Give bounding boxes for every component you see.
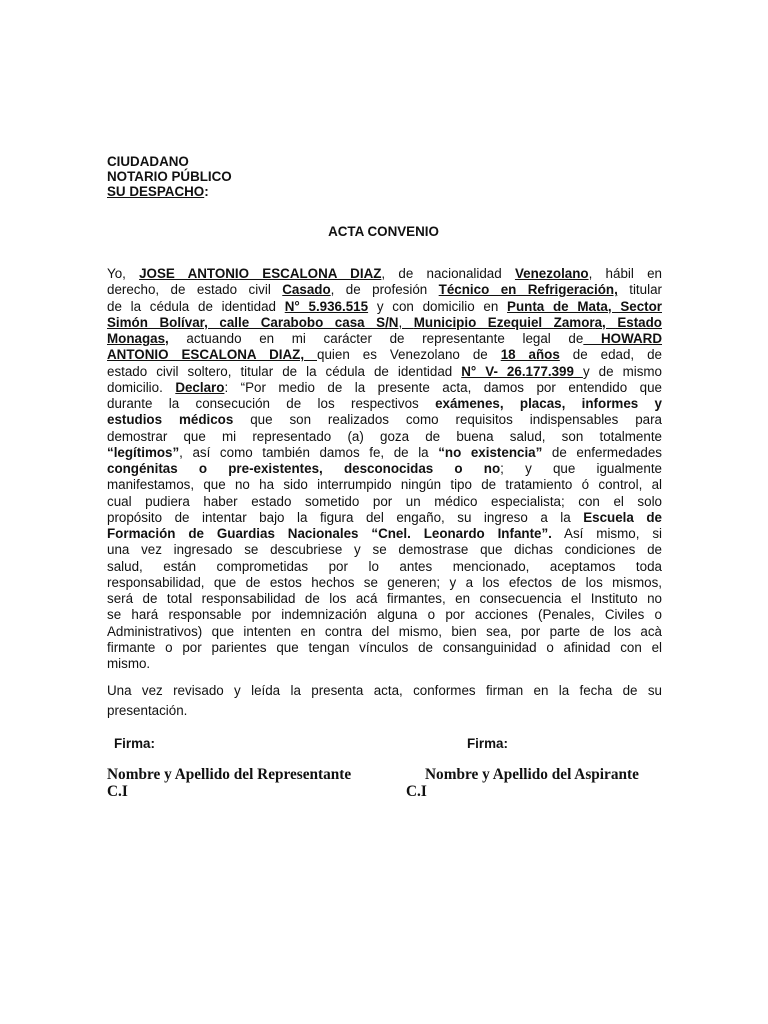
body-line: [107, 347, 662, 363]
declarant-name: JOSE ANTONIO ESCALONA DIAZ: [139, 266, 382, 281]
address: Punta de Mata, Sector: [507, 298, 662, 314]
body-line: [107, 542, 662, 558]
text-segment: , de nacionalidad: [381, 266, 515, 281]
address: Municipio Ezequiel Zamora, Estado: [413, 314, 662, 330]
text-segment: una vez ingresado se descubriese y se demostrase que dichas condiciones de: [107, 542, 662, 558]
text-segment: manifestamos, que no ha sido interrumpido ningún tipo de tratamiento ó control, al: [107, 477, 662, 493]
header-line-notario: NOTARIO PÚBLICO: [107, 169, 232, 184]
body-line: [107, 607, 662, 623]
body-line: [107, 477, 662, 493]
closing-line: Una vez revisado y leída la presenta acta, conformes firman en la fecha de su: [107, 683, 662, 698]
body-line: [107, 299, 662, 315]
body-line: [107, 445, 662, 461]
signature-label-representative: Firma:: [114, 736, 155, 751]
applicant-ci-label: C.I: [406, 783, 427, 800]
body-line: [107, 331, 662, 347]
signature-label-applicant: Firma:: [467, 736, 508, 751]
body-line: [107, 412, 662, 428]
text-segment: Administrativos) que intenten en contra del mismo, bien sea, por parte de los acà: [107, 623, 662, 639]
body-line: [107, 429, 662, 445]
text-segment: Yo,: [107, 266, 140, 281]
represented-name: ANTONIO ESCALONA DIAZ,: [107, 347, 318, 363]
body-line: [107, 364, 662, 380]
body-line: [107, 575, 662, 591]
text-segment: cual pudiera haber estado sometido por un médico especialista; con el solo: [107, 493, 662, 509]
text-segment: que son realizados como requisitos indispensables para: [233, 412, 663, 428]
text-segment: responsabilidad, que de estos hechos se generen; y a los efectos de los mismos,: [107, 574, 662, 590]
text-segment: y de mismo: [582, 363, 662, 379]
text-segment: “legítimos”: [107, 444, 180, 460]
text-segment: “no existencia”: [438, 444, 543, 460]
text-segment: estado civil soltero, titular de la cédula de identidad: [107, 363, 462, 379]
text-segment: congénitas o pre-existentes, desconocidas o no: [107, 461, 501, 476]
declarant-id: N° 5.936.515: [284, 298, 369, 314]
nationality: Venezolano: [514, 266, 589, 281]
text-segment: : “Por medio de la presente acta, damos por entendido que: [224, 379, 662, 395]
text-segment: estudios médicos: [107, 412, 234, 428]
text-segment: domicilio.: [107, 379, 176, 395]
body-line: [107, 282, 662, 298]
text-segment: , hábil en: [588, 266, 662, 281]
text-segment: de enfermedades: [542, 444, 662, 460]
text-segment: Así mismo, si: [551, 526, 662, 541]
text-segment: , así como también damos fe, de la: [179, 444, 439, 460]
text-segment: demostrar que mi representado (a) goza de buena salud, son totalmente: [107, 428, 662, 444]
body-line: [107, 380, 662, 396]
closing-line: presentación.: [107, 703, 188, 718]
address: Monagas,: [107, 331, 169, 346]
text-segment: salud, están comprometidas por lo antes mencionado, aceptamos toda: [107, 558, 662, 574]
text-segment: firmante o por parientes que tengan vínculos de consanguinidad o afinidad con el: [107, 639, 662, 655]
text-segment: de la cédula de identidad: [107, 298, 285, 314]
text-segment: y con domicilio en: [368, 298, 508, 314]
body-line: [107, 591, 662, 607]
body-line: [107, 396, 662, 412]
body-line: [107, 656, 662, 672]
text-segment: ,: [398, 314, 414, 330]
address: Simón Bolívar, calle Carabobo casa S/N: [107, 314, 399, 330]
text-segment: Escuela de: [583, 509, 662, 525]
text-segment: durante la consecución de los respectivos: [107, 396, 436, 411]
header-despacho-colon: :: [204, 184, 209, 199]
represented-name: HOWARD: [583, 331, 662, 346]
body-line: [107, 559, 662, 575]
declaration-body: [107, 266, 662, 672]
document-title: [0, 224, 768, 239]
text-segment: quien es Venezolano de: [317, 347, 501, 363]
text-segment: derecho, de estado civil: [107, 282, 283, 298]
applicant-name-label: Nombre y Apellido del Aspirante: [425, 766, 639, 783]
body-line: [107, 315, 662, 331]
body-line: [107, 640, 662, 656]
body-line: [107, 526, 662, 542]
body-line: [107, 510, 662, 526]
civil-status: Casado: [282, 282, 331, 298]
representative-name-label: Nombre y Apellido del Representante: [107, 766, 352, 783]
header-line-despacho: [107, 184, 232, 199]
text-segment: de edad, de: [559, 347, 663, 363]
text-segment: será de total responsabilidad de los acá firmantes, en consecuencia el Instituto no: [107, 591, 662, 606]
closing-paragraph: [107, 680, 662, 720]
text-segment: actuando en mi carácter de representante legal de: [168, 331, 584, 346]
body-line: [107, 624, 662, 640]
representative-ci-label: C.I: [107, 783, 128, 800]
body-line: [107, 266, 662, 282]
text-segment: se hará responsable por indemnización alguna o por acciones (Penales, Civiles o: [107, 607, 662, 623]
declaro: Declaro: [175, 379, 225, 395]
represented-id: N° V- 26.177.399: [461, 363, 583, 379]
represented-age: 18 años: [500, 347, 560, 363]
text-segment: titular: [617, 282, 662, 298]
text-segment: , de profesión: [330, 282, 439, 298]
text-segment: Formación de Guardias Nacionales “Cnel. Leonardo Infante”.: [107, 526, 552, 541]
header-line-ciudadano: CIUDADANO: [107, 154, 189, 169]
header-despacho-text: SU DESPACHO: [107, 184, 205, 199]
text-segment: mismo.: [107, 656, 151, 671]
text-segment: ; y que igualmente: [500, 461, 662, 476]
body-line: [107, 461, 662, 477]
text-segment: propósito de intentar bajo la figura del engaño, su ingreso a la: [107, 509, 584, 525]
addressee-header: [107, 154, 232, 199]
profession: Técnico en Refrigeración,: [438, 282, 618, 298]
body-line: [107, 494, 662, 510]
text-segment: exámenes, placas, informes y: [435, 396, 663, 411]
document-title-text: ACTA CONVENIO: [328, 224, 439, 239]
